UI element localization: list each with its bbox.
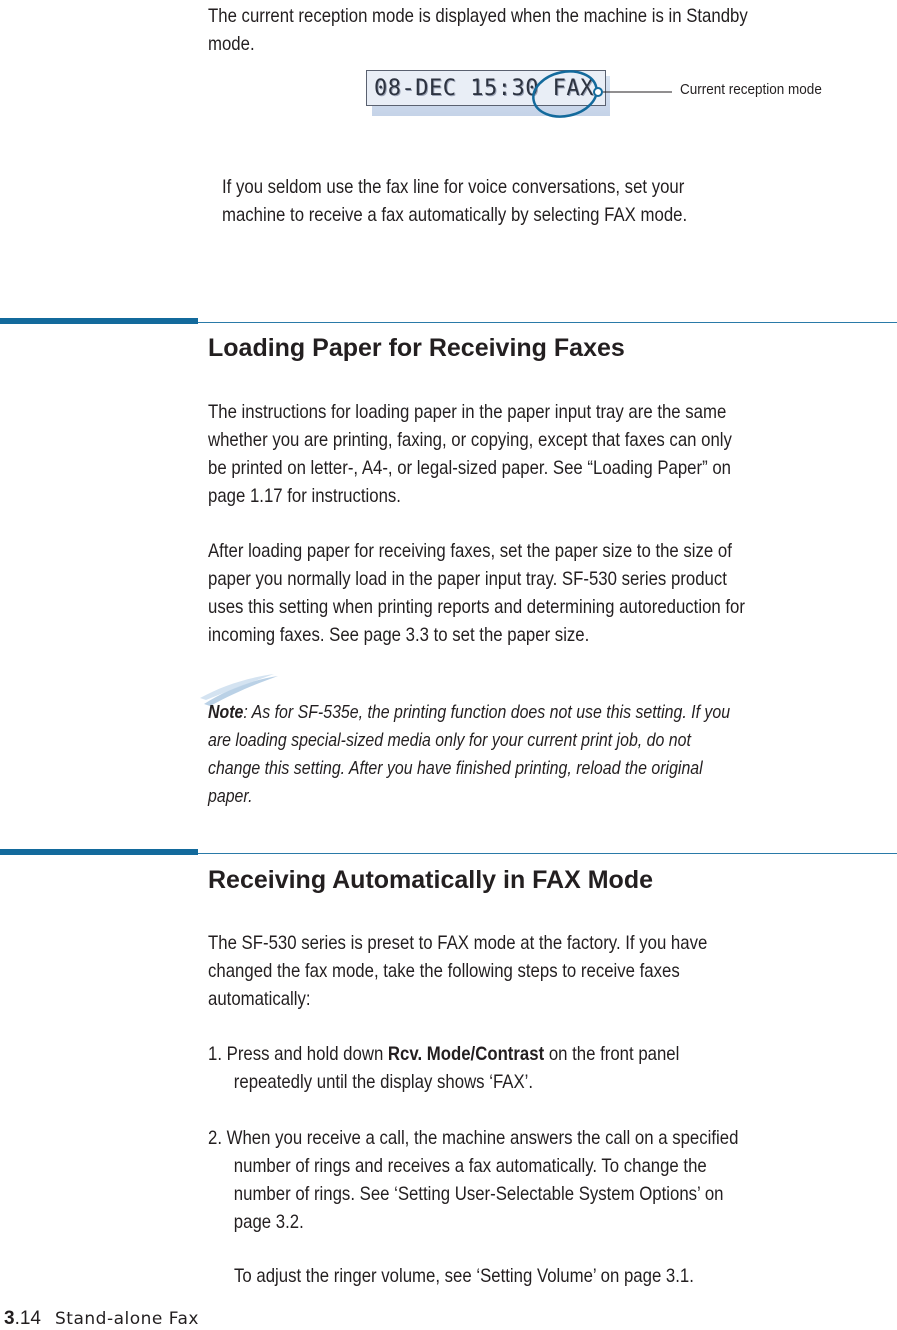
text-line: number of rings. See ‘Setting User-Selectable System Options’ on [233, 1183, 724, 1205]
step-1-line-2: repeatedly until the display shows ‘FAX’. [233, 1071, 534, 1093]
text-line: whether you are printing, faxing, or copying, except that faxes can only [208, 429, 732, 451]
text-line: changed the fax mode, take the following steps to receive faxes [208, 960, 680, 982]
button-name-rcv-mode: Rcv. Mode/Contrast [387, 1043, 545, 1065]
section-divider-thin [198, 322, 897, 323]
step-1-line-1: 1. Press and hold down Rcv. Mode/Contrast on the front panel [208, 1043, 680, 1065]
text-line: paper you normally load in the paper input tray. SF-530 series product [208, 568, 727, 590]
page-number: .14 [14, 1308, 41, 1329]
text-line: The SF-530 series is preset to FAX mode at the factory. If you have [208, 932, 708, 954]
note-line: are loading special-sized media only for your current print job, do not [208, 729, 691, 750]
text-line: number of rings and receives a fax automatically. To change the [233, 1155, 707, 1177]
step-2 [208, 1124, 738, 1236]
loading-paper-paragraph-2 [208, 537, 745, 649]
section-divider-thick [0, 318, 198, 324]
note-line: paper. [208, 785, 253, 806]
tip-paragraph [222, 173, 687, 229]
text-line: After loading paper for receiving faxes, set the paper size to the size of [208, 540, 732, 562]
note-block [208, 698, 730, 810]
lcd-text: 08-DEC 15:30 FAX [374, 76, 594, 101]
text-line: mode. [208, 33, 255, 55]
text-line: automatically: [208, 988, 311, 1010]
section-title-loading-paper: Loading Paper for Receiving Faxes [208, 334, 625, 362]
section-divider-thick [0, 849, 198, 855]
note-line-1 [208, 698, 730, 726]
note-line: change this setting. After you have finished printing, reload the original [208, 757, 703, 778]
note-text: : As for SF-535e, the printing function does not use this setting. If you [243, 701, 731, 722]
text-line: The instructions for loading paper in the paper input tray are the same [208, 401, 727, 423]
section-divider-thin [198, 853, 897, 854]
text-line: The current reception mode is displayed when the machine is in Standby [208, 5, 748, 27]
text-line: machine to receive a fax automatically by selecting FAX mode. [222, 204, 688, 226]
receiving-auto-paragraph [208, 929, 707, 1013]
step-1 [208, 1040, 679, 1096]
text-line: incoming faxes. See page 3.3 to set the paper size. [208, 624, 590, 646]
section-title-receiving-auto: Receiving Automatically in FAX Mode [208, 866, 653, 894]
text-line: page 1.17 for instructions. [208, 485, 401, 507]
chapter-number: 3 [4, 1308, 15, 1329]
ringer-volume-note: To adjust the ringer volume, see ‘Setting Volume’ on page 3.1. [234, 1265, 694, 1287]
text-line: 2. When you receive a call, the machine answers the call on a specified [208, 1127, 739, 1149]
text-line: page 3.2. [233, 1211, 304, 1233]
footer-section-title: Stand-alone Fax [55, 1309, 199, 1329]
callout-leader [0, 0, 897, 140]
page-footer [4, 1308, 199, 1330]
text-line: uses this setting when printing reports and determining autoreduction for [208, 596, 745, 618]
text-line: If you seldom use the fax line for voice conversations, set your [222, 176, 685, 198]
loading-paper-paragraph-1 [208, 398, 732, 510]
note-label: Note [208, 701, 244, 722]
callout-label: Current reception mode [680, 81, 822, 98]
text-line: be printed on letter-, A4-, or legal-sized paper. See “Loading Paper” on [208, 457, 732, 479]
